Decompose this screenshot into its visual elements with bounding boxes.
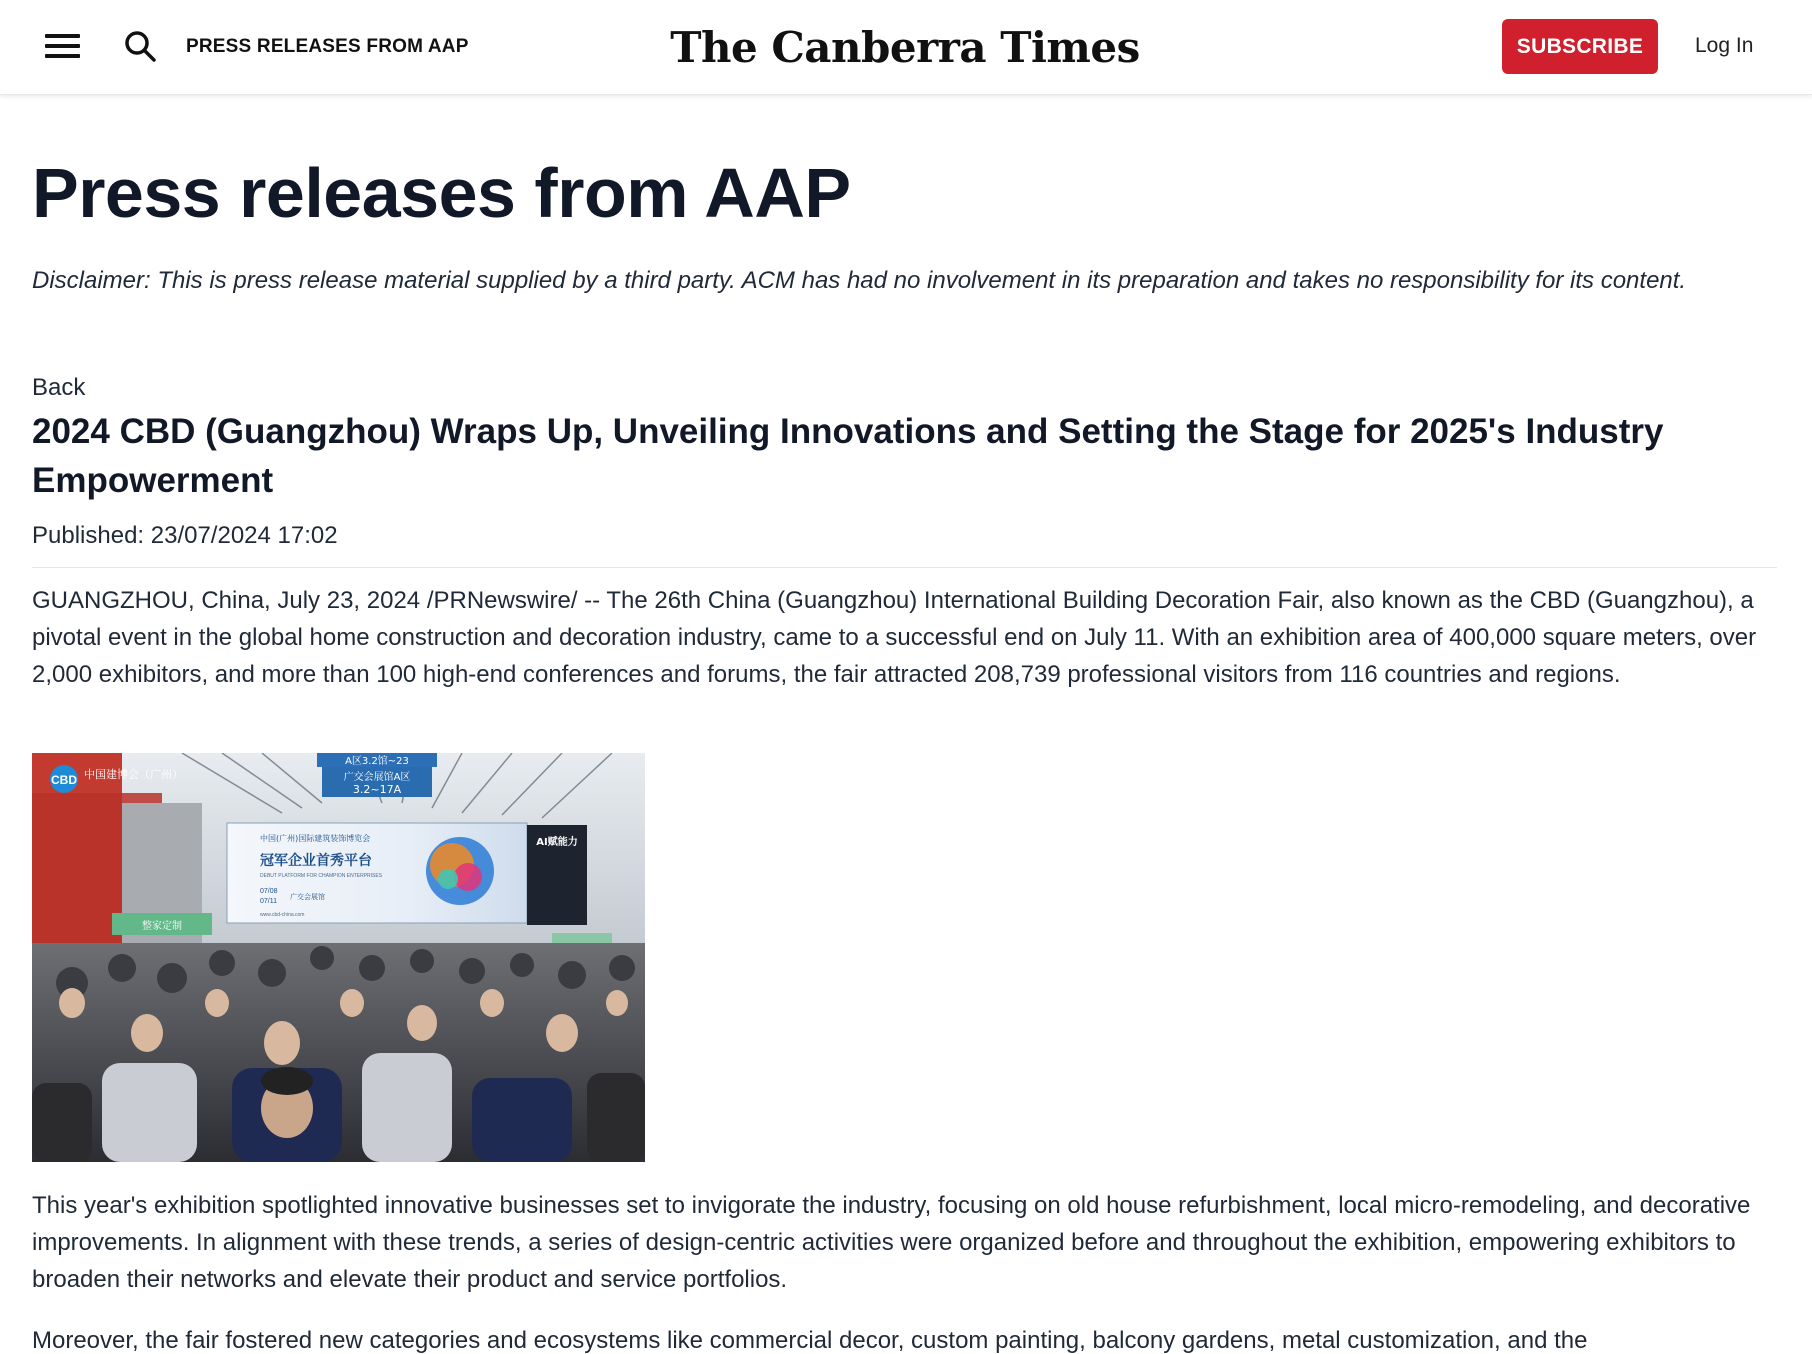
- masthead-logo[interactable]: The Canberra Times: [670, 23, 1140, 72]
- article-headline: 2024 CBD (Guangzhou) Wraps Up, Unveiling Innovations and Setting the Stage for 2025's Industry Empowerment: [32, 412, 1664, 500]
- menu-bar: [45, 54, 80, 58]
- page-title: Press releases from AAP: [32, 154, 851, 232]
- photo-side-banner: AI赋能力: [536, 837, 578, 848]
- hamburger-menu-icon[interactable]: [44, 30, 82, 64]
- published-date: Published: 23/07/2024 17:02: [32, 522, 338, 549]
- photo-banner-dates-1: 07/08: [260, 888, 278, 895]
- photo-banner-dates-2: 07/11: [260, 898, 277, 905]
- article-paragraph: GUANGZHOU, China, July 23, 2024 /PRNewswire/ -- The 26th China (Guangzhou) International Building Decoration Fair, also known as the CBD (Guangzhou), a pivotal event in the global home construction and decoration industry, came to a successful end on July 11. With an exhibition area of 400,000 square meters, over 2,000 exhibitors, and more than 100 high-end conferences and forums, the fair attracted 208,739 professional visitors from 116 countries and regions.: [32, 587, 1757, 688]
- photo-sign-number: 3.2~17A: [352, 783, 402, 796]
- divider: [32, 567, 1777, 568]
- menu-bar: [45, 44, 80, 48]
- article-photo: [32, 753, 645, 1162]
- menu-bar: [45, 34, 80, 38]
- photo-top-text: 中国建博会（广州）: [84, 768, 183, 781]
- section-link[interactable]: PRESS RELEASES FROM AAP: [186, 36, 469, 57]
- exhibition-crowd-image: [32, 753, 645, 1162]
- photo-banner-small: 中国(广州)国际建筑装饰博览会: [260, 834, 371, 843]
- article-paragraph: This year's exhibition spotlighted innovative businesses set to invigorate the industry, focusing on old house refurbishment, local micro-remodeling, and decorative improvements. In alignment with these trends, a series of design-centric activities were organized before and throughout the exhibition, empowering exhibitors to broaden their networks and elevate their product and service portfolios.: [32, 1192, 1751, 1293]
- login-link[interactable]: Log In: [1695, 34, 1754, 57]
- photo-logo-text: CBD: [51, 773, 77, 787]
- photo-banner-url: www.cbd-china.com: [260, 912, 305, 918]
- photo-sign-label: 广交会展馆A区: [343, 772, 411, 783]
- back-link[interactable]: Back: [32, 374, 86, 401]
- photo-banner-title: 冠军企业首秀平台: [260, 853, 372, 869]
- article-paragraph: Moreover, the fair fostered new categories and ecosystems like commercial decor, custom painting, balcony gardens, metal customization, and the: [32, 1327, 1588, 1354]
- search-icon[interactable]: [123, 29, 157, 63]
- photo-sign-top: A区3.2馆~23: [345, 756, 409, 767]
- disclaimer: Disclaimer: This is press release material supplied by a third party. ACM has had no involvement in its preparation and takes no responsibility for its content.: [32, 267, 1687, 294]
- site-header: [0, 0, 1812, 95]
- search-icon-graphic: [123, 29, 157, 63]
- photo-booth-label: 整家定制: [142, 921, 182, 932]
- subscribe-button[interactable]: SUBSCRIBE: [1502, 19, 1658, 74]
- photo-banner-subtitle: DEBUT PLATFORM FOR CHAMPION ENTERPRISES: [260, 873, 383, 879]
- photo-banner-venue: 广交会展馆: [290, 893, 325, 901]
